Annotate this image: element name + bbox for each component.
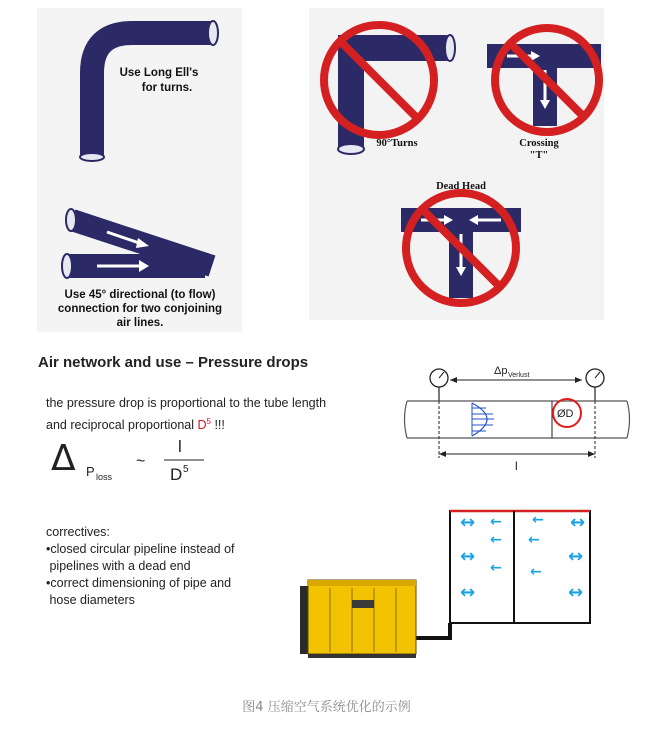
line2-d: D [197, 418, 207, 433]
dp-sub: Verlust [508, 372, 530, 379]
svg-text:←: ← [490, 514, 502, 530]
correctives-item: hose diameters [46, 593, 135, 607]
pipe-opening [208, 21, 218, 45]
length-label: l [515, 459, 518, 473]
crossing-label-line1: Crossing [519, 138, 559, 149]
pipe-opening [80, 153, 104, 161]
formula-sub-p: P [86, 464, 95, 479]
directional-caption-line2: connection for two conjoining [57, 303, 223, 315]
pipe-opening [66, 209, 76, 231]
line2-suffix: !!! [210, 418, 225, 433]
dp-label: Δp [494, 365, 508, 377]
correctives-title: correctives: [46, 525, 110, 539]
turns-label: 90°Turns [376, 138, 418, 149]
correctives-item: •closed circular pipeline instead of [46, 542, 235, 556]
long-ell-illustration-panel [37, 8, 242, 332]
dead-head-tee [401, 193, 521, 303]
pipe-fittings-illustration [37, 8, 242, 332]
correctives-item: pipelines with a dead end [46, 559, 191, 573]
svg-text:←: ← [532, 512, 544, 528]
slide-line-2 [46, 413, 386, 434]
formula-numerator: l [178, 437, 182, 456]
long-ell-caption-line2: for turns. [141, 82, 193, 94]
svg-text:←: ← [490, 560, 502, 576]
ninety-degree-turn [324, 25, 455, 154]
svg-text:↔: ↔ [568, 546, 584, 567]
formula-denominator-exp: 5 [183, 464, 189, 475]
svg-text:↔: ↔ [460, 582, 476, 603]
correctives-item: •correct dimensioning of pipe and [46, 576, 232, 590]
slide-title: Air network and use – Pressure drops [38, 354, 309, 371]
bad-fittings-illustration-panel [309, 8, 604, 320]
svg-text:↔: ↔ [570, 512, 586, 533]
compressor-icon [300, 580, 416, 658]
svg-text:←: ← [490, 532, 502, 548]
formula-sub-loss: loss [96, 472, 113, 482]
crossing-tee [487, 28, 601, 132]
pressure-drop-slide [30, 340, 630, 670]
diameter-label: ØD [557, 408, 574, 420]
directional-caption-line3: air lines. [116, 317, 164, 329]
svg-text:←: ← [528, 532, 540, 548]
formula-tilde: ~ [136, 453, 146, 470]
svg-text:↔: ↔ [460, 546, 476, 567]
figure-caption: 图4 压缩空气系统优化的示例 [242, 700, 411, 715]
directional-caption-line1: Use 45° directional (to flow) [64, 289, 216, 301]
formula-denominator: D [170, 465, 183, 484]
dead-head-label: Dead Head [436, 181, 486, 192]
line2-prefix: and reciprocal proportional [46, 418, 198, 433]
slide-line-1: the pressure drop is proportional to the tube length [46, 396, 327, 410]
ring-network-diagram [300, 498, 630, 668]
line2-exp: 5 [206, 417, 211, 426]
pressure-loss-formula [46, 432, 246, 492]
formula-delta: Δ [51, 438, 76, 479]
long-ell-pipe [92, 33, 212, 156]
long-ell-caption-line1: Use Long Ell's [119, 67, 199, 79]
crossing-label-line2: "T" [529, 150, 549, 161]
air-flow-arrows [460, 512, 585, 603]
svg-text:↔: ↔ [460, 512, 476, 533]
pipe-opening [62, 254, 72, 278]
svg-text:↔: ↔ [568, 582, 584, 603]
pipe-pressure-diagram [402, 358, 632, 478]
svg-text:←: ← [530, 564, 542, 580]
prohibited-fittings-illustration [309, 8, 604, 320]
